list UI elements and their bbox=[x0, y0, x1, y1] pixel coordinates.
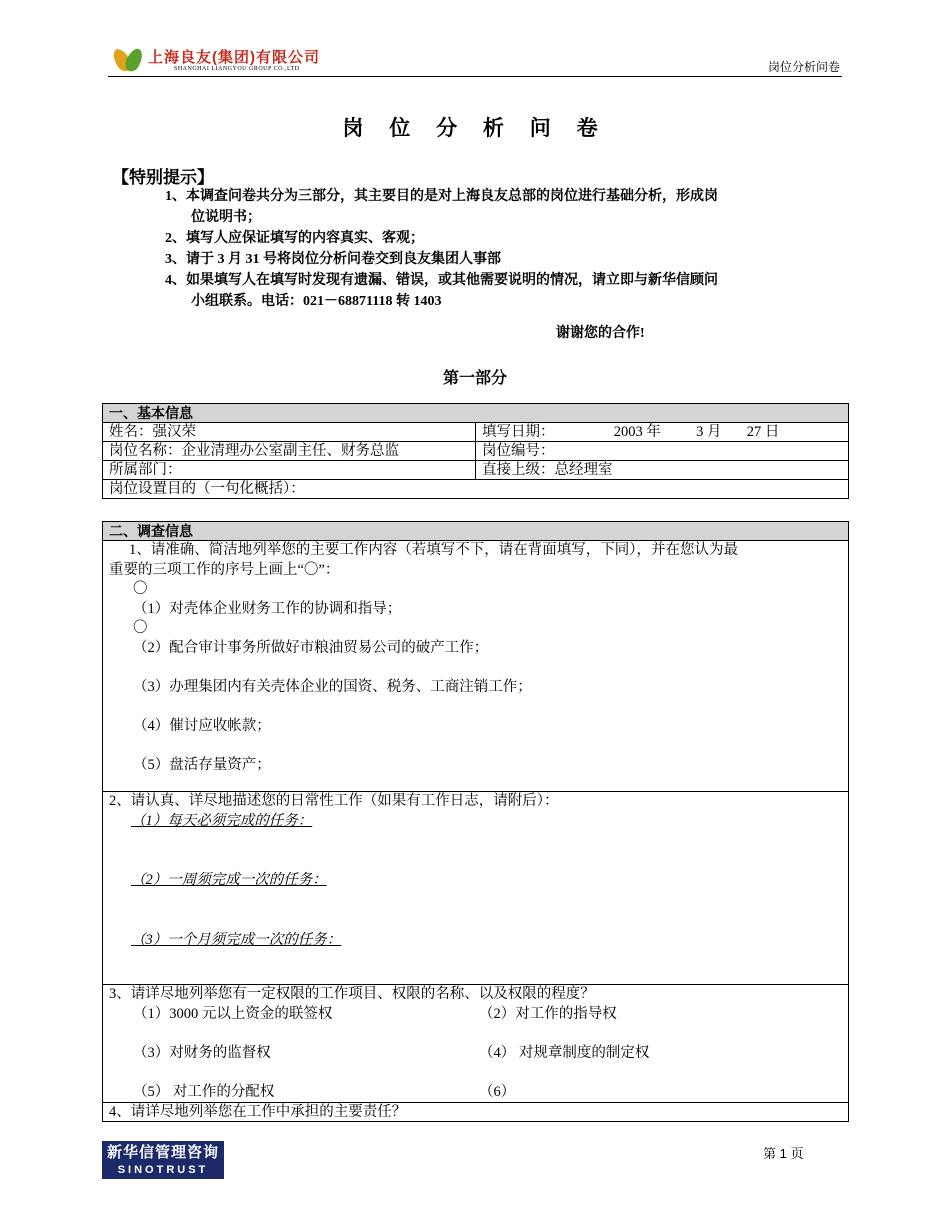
circle-mark: 〇 bbox=[133, 581, 148, 597]
q3-item: （6） bbox=[479, 1083, 516, 1100]
basic-info-heading: 一、基本信息 bbox=[103, 404, 849, 423]
footer-logo bbox=[102, 1141, 224, 1179]
q2-item: （2）一周须完成一次的任务： bbox=[131, 872, 327, 888]
page-suffix: 页 bbox=[790, 1146, 804, 1161]
purpose-field: 岗位设置目的（一句化概括）： bbox=[103, 480, 849, 499]
footer-logo-en: SINOTRUST bbox=[117, 1164, 209, 1176]
q1-text: 1、请准确、简洁地列举您的主要工作内容（若填写不下，请在背面填写，下同），并在您认为最 bbox=[129, 542, 738, 558]
q1-item: （1）对壳体企业财务工作的协调和指导； bbox=[133, 600, 402, 617]
q1-item: （3）办理集团内有关壳体企业的国资、税务、工商注销工作； bbox=[133, 678, 532, 695]
notice-item: 2、填写人应保证填写的内容真实、客观； bbox=[165, 231, 424, 246]
notice-item: 小组联系。电话：021－68871118 转 1403 bbox=[191, 294, 442, 309]
notice-list bbox=[165, 186, 815, 312]
notice-item: 1、本调查问卷共分为三部分，其主要目的是对上海良友总部的岗位进行基础分析，形成岗 bbox=[165, 189, 718, 204]
position-field: 岗位名称：企业清理办公室副主任、财务总监 bbox=[103, 442, 476, 461]
notice-item: 位说明书； bbox=[191, 210, 261, 225]
q3-item: （2）对工作的指导权 bbox=[479, 1005, 617, 1022]
company-logo bbox=[112, 44, 352, 76]
notice-heading: 【特别提示】 bbox=[112, 168, 214, 187]
q1-item: （4）催讨应收帐款； bbox=[133, 717, 271, 734]
page-num: 1 bbox=[779, 1146, 787, 1161]
q3-text: 3、请详尽地列举您有一定权限的工作项目、权限的名称、以及权限的程度？ bbox=[109, 986, 595, 1002]
name-field: 姓名：强汉荣 bbox=[103, 423, 476, 442]
date-day: 27 日 bbox=[746, 424, 780, 440]
thanks-text: 谢谢您的合作! bbox=[556, 326, 645, 341]
q3-item: （4） 对规章制度的制定权 bbox=[479, 1044, 650, 1061]
survey-heading: 二、调查信息 bbox=[103, 522, 849, 541]
q2-text: 2、请认真、详尽地描述您的日常性工作（如果有工作日志，请附后）： bbox=[109, 793, 559, 809]
date-month: 3 月 bbox=[696, 424, 722, 440]
q3-cell bbox=[103, 985, 849, 1103]
q1-cell bbox=[103, 541, 849, 792]
q2-item: （1）每天必须完成的任务： bbox=[131, 812, 313, 829]
header-doc-name: 岗位分析问卷 bbox=[767, 60, 840, 74]
footer-logo-cn: 新华信管理咨询 bbox=[106, 1144, 219, 1161]
q3-item: （5） 对工作的分配权 bbox=[133, 1083, 275, 1100]
survey-table bbox=[102, 521, 849, 1122]
date-field bbox=[476, 423, 849, 442]
part-title: 第一部分 bbox=[442, 370, 507, 387]
q1-text: 重要的三项工作的序号上画上“〇”： bbox=[109, 561, 340, 578]
company-name-en: SHANGHAI LIANGYOU GROUP CO.,LTD bbox=[174, 66, 300, 72]
header-rule bbox=[108, 76, 842, 77]
date-label: 填写日期： bbox=[482, 424, 555, 440]
date-year: 2003 年 bbox=[613, 424, 661, 440]
notice-item: 4、如果填写人在填写时发现有遗漏、错误，或其他需要说明的情况，请立即与新华信顾问 bbox=[165, 273, 718, 288]
code-field: 岗位编号： bbox=[476, 442, 849, 461]
q1-item: （2）配合审计事务所做好市粮油贸易公司的破产工作； bbox=[133, 639, 489, 656]
company-name-cn: 上海良友(集团)有限公司 bbox=[148, 49, 320, 66]
q2-cell bbox=[103, 792, 849, 985]
circle-mark: 〇 bbox=[133, 620, 148, 636]
q3-item: （3）对财务的监督权 bbox=[133, 1044, 271, 1061]
page-number bbox=[763, 1143, 804, 1162]
notice-item: 3、请于 3 月 31 号将岗位分析问卷交到良友集团人事部 bbox=[165, 252, 501, 267]
q4-cell: 4、请详尽地列举您在工作中承担的主要责任？ bbox=[103, 1103, 849, 1122]
basic-info-table bbox=[102, 403, 849, 499]
q2-item: （3）一个月须完成一次的任务： bbox=[131, 931, 342, 948]
q3-item: （1）3000 元以上资金的联签权 bbox=[133, 1005, 333, 1022]
page-prefix: 第 bbox=[763, 1146, 777, 1161]
page-title: 岗 位 分 析 问 卷 bbox=[342, 117, 608, 140]
q1-item: （5）盘活存量资产； bbox=[133, 756, 271, 773]
superior-field: 直接上级：总经理室 bbox=[476, 461, 849, 480]
dept-field: 所属部门： bbox=[103, 461, 476, 480]
